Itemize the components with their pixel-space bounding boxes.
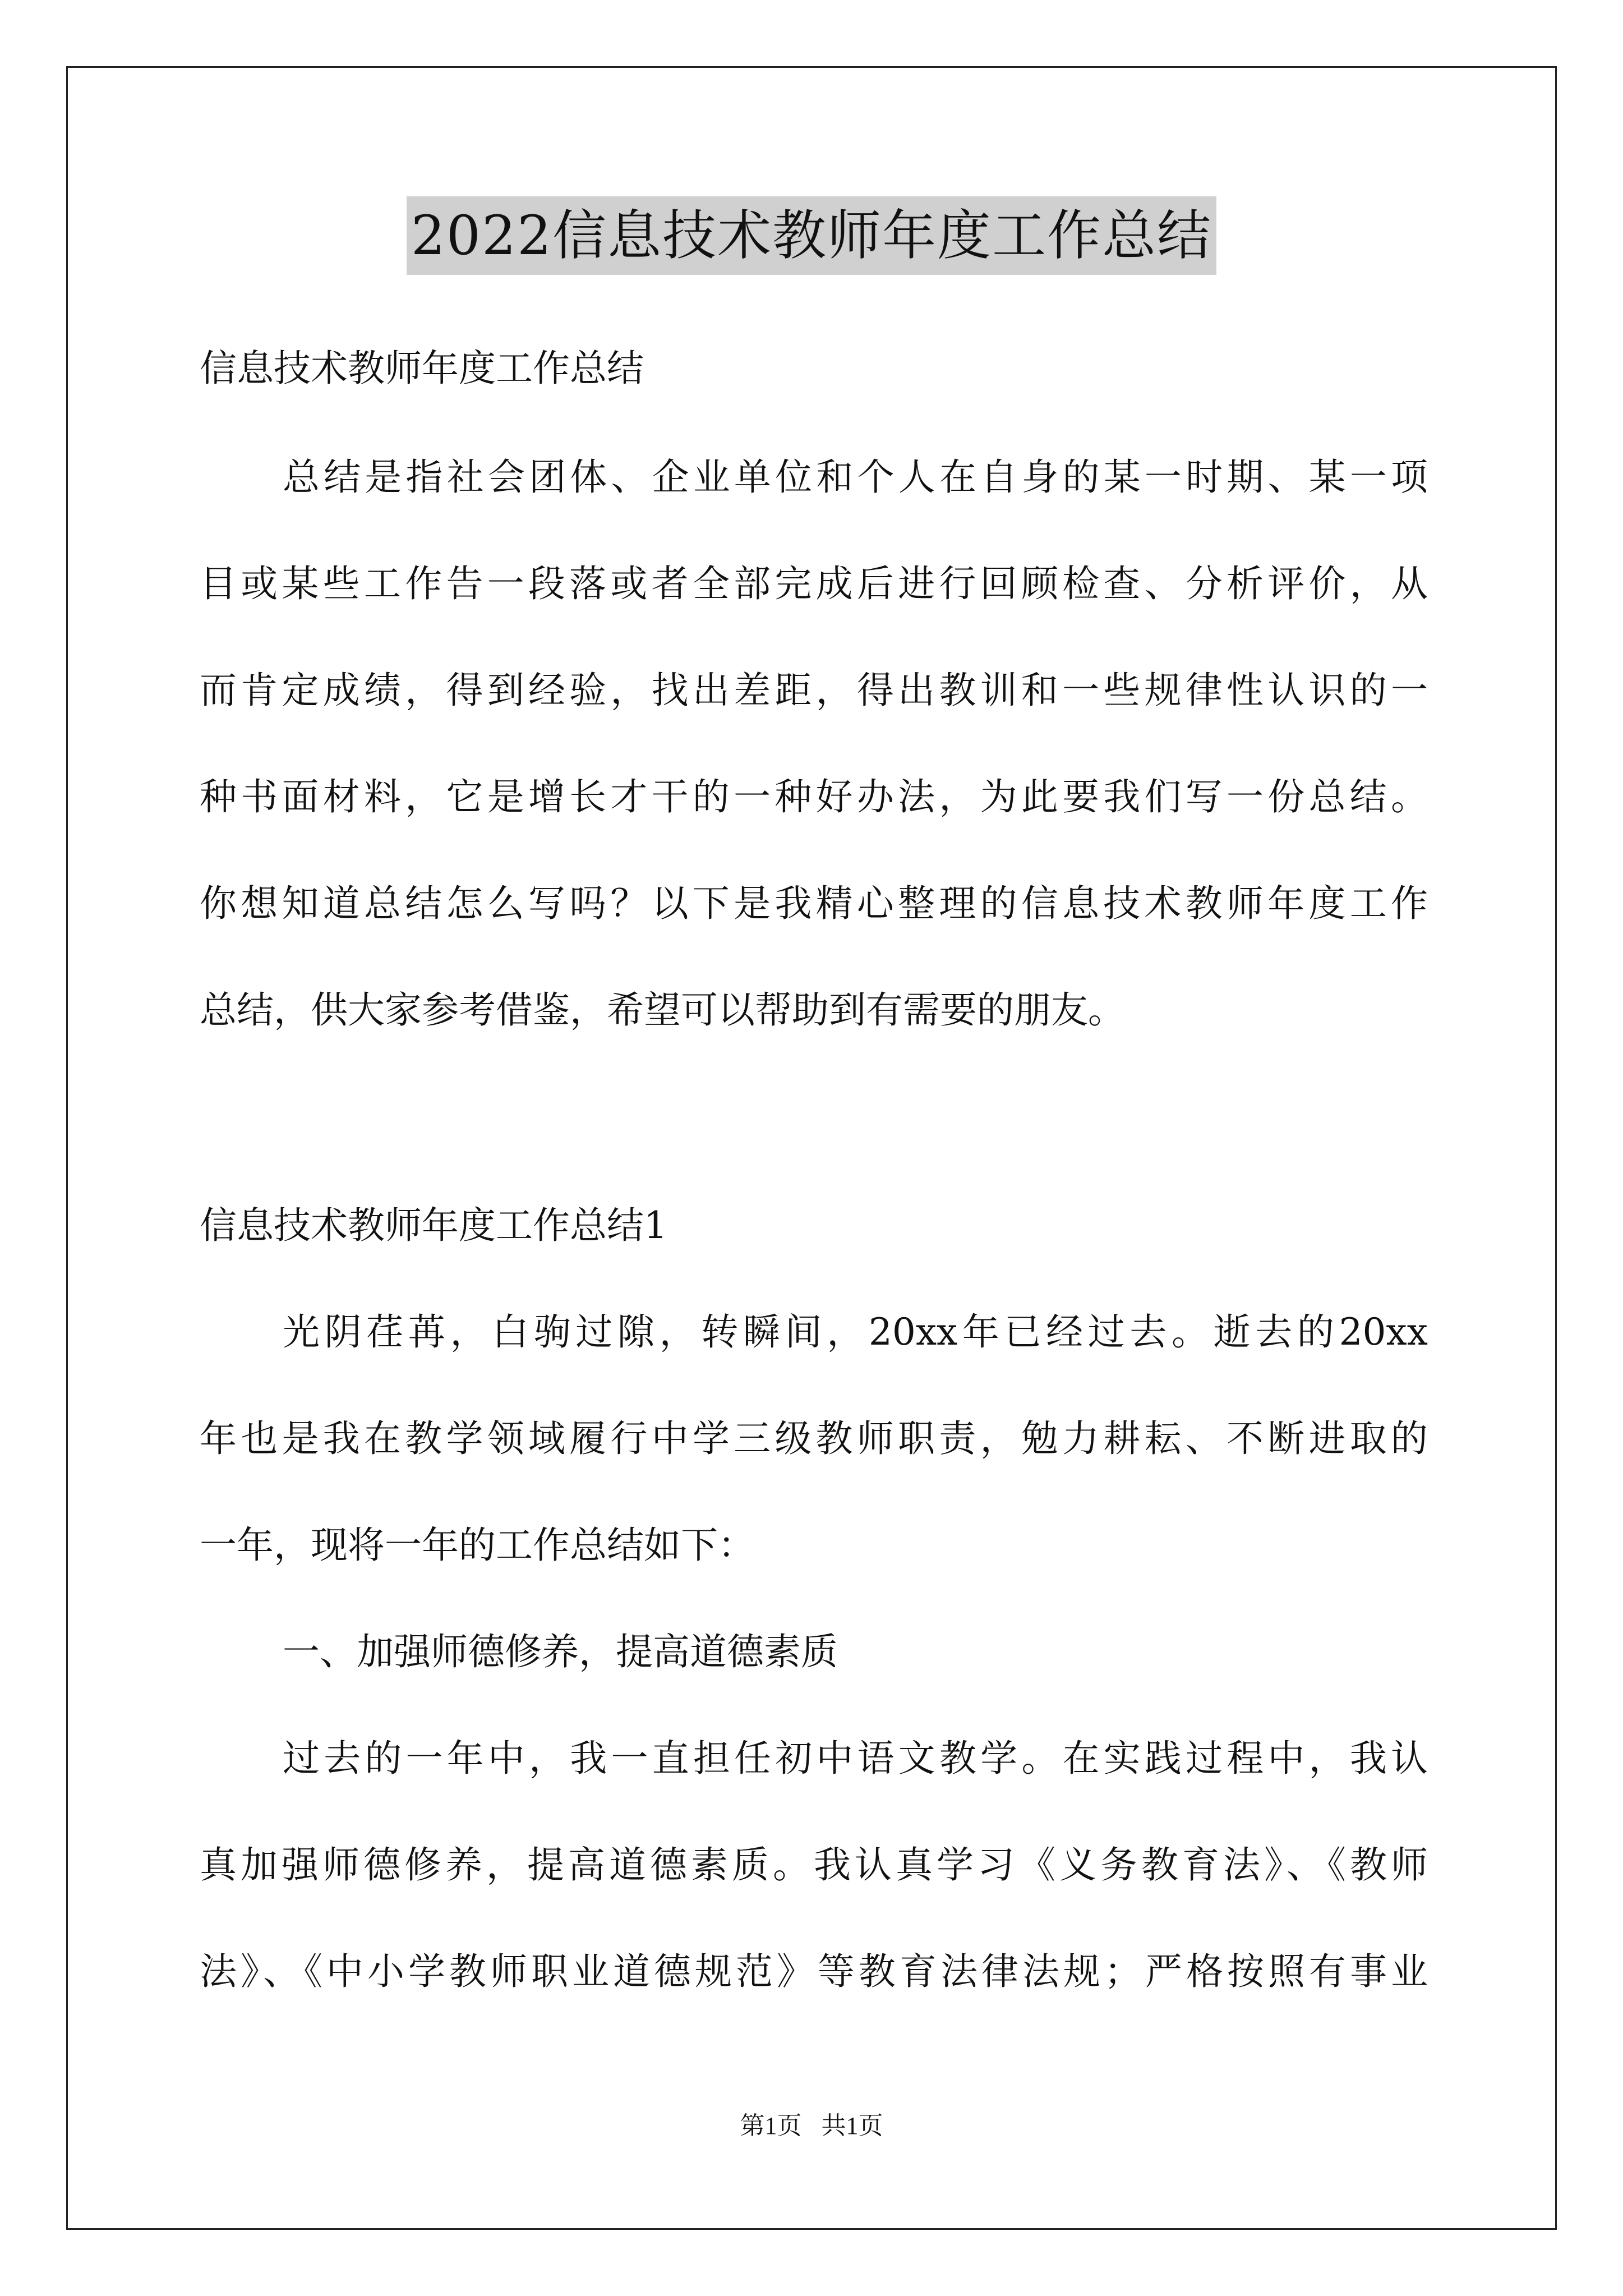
- paragraph-line: 而肯定成绩，得到经验，找出差距，得出教训和一些规律性认识的一: [200, 669, 1428, 712]
- page-footer: [0, 2109, 1623, 2143]
- paragraph-line: 一年，现将一年的工作总结如下：: [200, 1524, 755, 1567]
- document-title: 2022信息技术教师年度工作总结: [407, 196, 1216, 275]
- section-heading: 信息技术教师年度工作总结1: [200, 1204, 667, 1247]
- subtitle-line: 信息技术教师年度工作总结: [200, 347, 644, 390]
- paragraph-line: 年也是我在教学领域履行中学三级教师职责，勉力耕耘、不断进取的: [200, 1417, 1428, 1460]
- title-container: [0, 196, 1623, 275]
- paragraph-line: 你想知道总结怎么写吗？以下是我精心整理的信息技术教师年度工作: [200, 882, 1428, 925]
- paragraph-line: 目或某些工作告一段落或者全部完成后进行回顾检查、分析评价，从: [200, 562, 1428, 605]
- paragraph-line: 种书面材料，它是增长才干的一种好办法，为此要我们写一份总结。: [200, 775, 1428, 818]
- paragraph-line: 过去的一年中，我一直担任初中语文教学。在实践过程中，我认: [283, 1737, 1428, 1780]
- paragraph-line: 总结是指社会团体、企业单位和个人在自身的某一时期、某一项: [283, 455, 1428, 499]
- paragraph-line: 光阴荏苒，白驹过隙，转瞬间，20xx年已经过去。逝去的20xx: [283, 1310, 1428, 1354]
- page-total: 共1页: [821, 2112, 883, 2139]
- paragraph-line: 法》、《中小学教师职业道德规范》等教育法律法规；严格按照有事业: [200, 1950, 1428, 1993]
- subsection-heading: 一、加强师德修养，提高道德素质: [283, 1630, 838, 1673]
- page-number: 第1页: [740, 2112, 802, 2139]
- paragraph-line: 真加强师德修养，提高道德素质。我认真学习《义务教育法》、《教师: [200, 1843, 1428, 1887]
- paragraph-line: 总结，供大家参考借鉴，希望可以帮助到有需要的朋友。: [200, 988, 1125, 1032]
